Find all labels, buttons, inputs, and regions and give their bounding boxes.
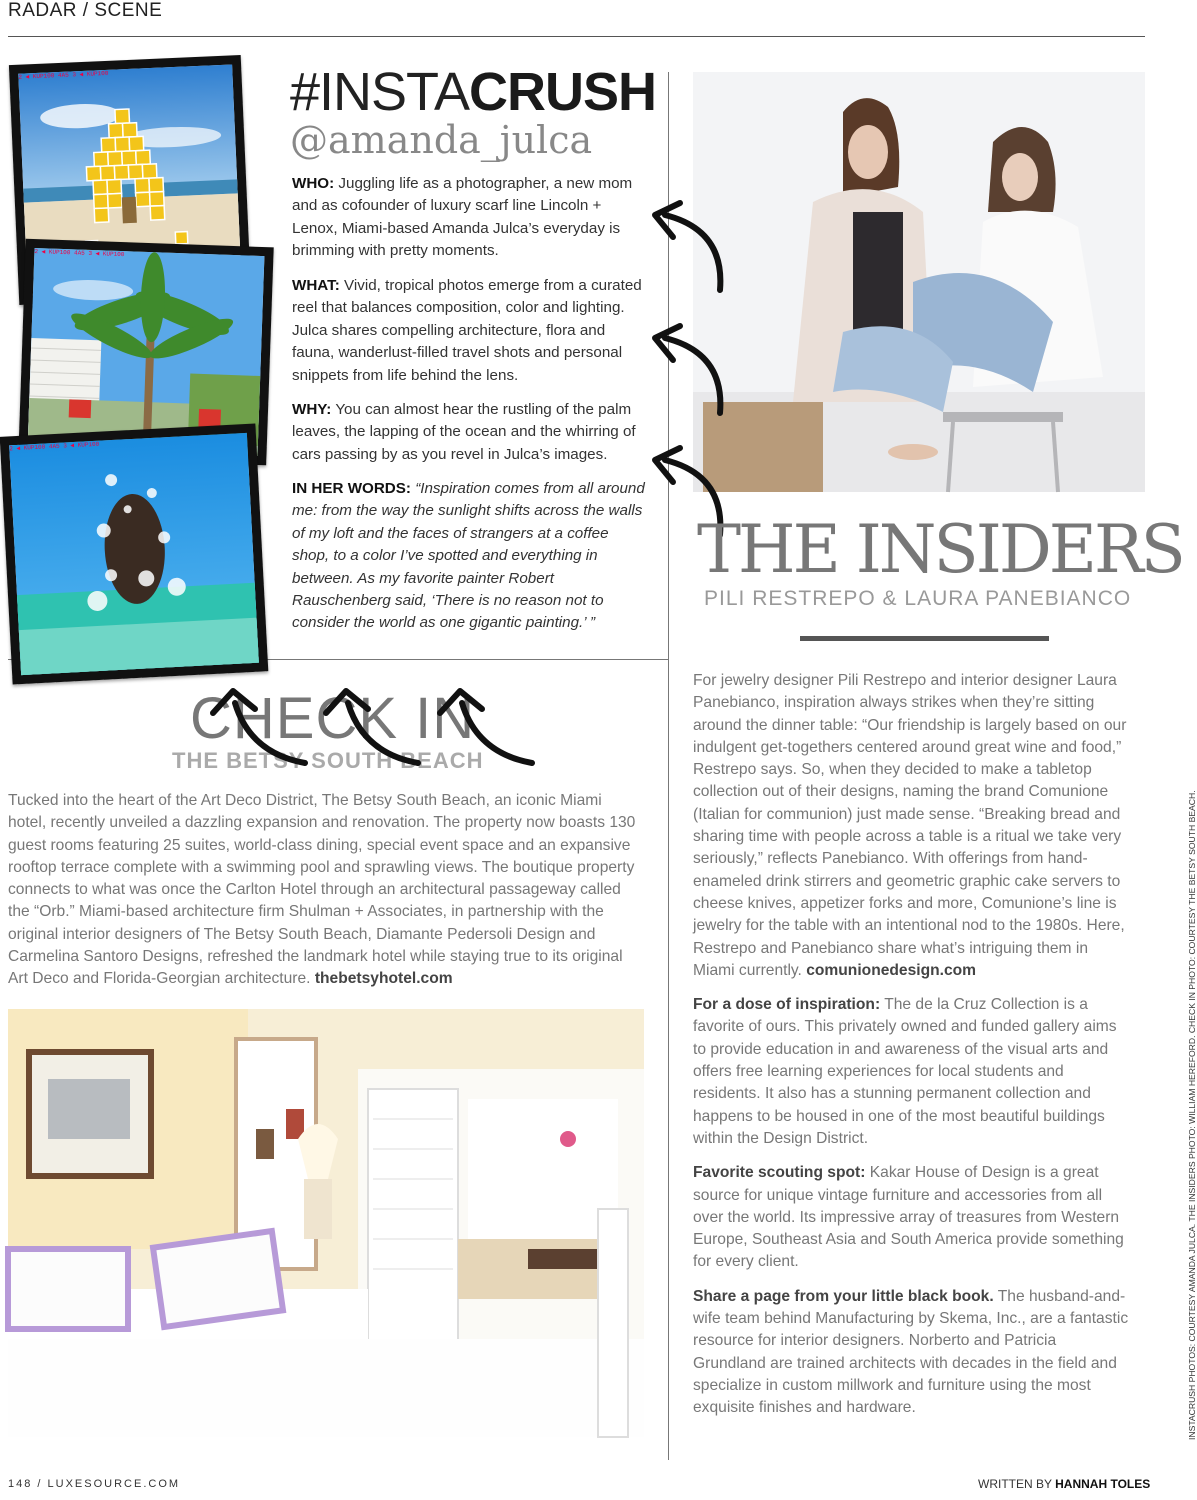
- insiders-subtitle: PILI RESTREPO & LAURA PANEBIANCO: [704, 587, 1132, 610]
- instacrush-title: [290, 62, 656, 122]
- q2-label: Favorite scouting spot:: [693, 1164, 866, 1182]
- why-text: You can almost hear the rustling of the palm leaves, the lapping of the ocean and the whirring of cars passing by as you revel in Julca’s images.: [292, 401, 636, 463]
- hotel-room-image: [8, 1009, 644, 1437]
- instagram-handle: @amanda_julca: [290, 118, 593, 162]
- what-label: WHAT:: [292, 277, 340, 294]
- who-label: WHO:: [292, 175, 335, 192]
- insiders-q3: [693, 1286, 1133, 1420]
- byline-author: HANNAH TOLES: [1055, 1477, 1151, 1491]
- words-text: “Inspiration comes from all around me: from the way the sunlight shifts across the walls of my loft and the faces of strangers at a coffee shop, to a color I’ve spotted and everything in between. As my favorite painter Robert Rauschenberg said, ‘There is no reason not to consider the world as one gigantic painting.’ ”: [292, 480, 645, 632]
- splash-photo: 2 ◀ KUP100 4A5 3 ◀ KUP100: [0, 423, 268, 684]
- checkin-body: [8, 790, 644, 991]
- beach-photo: 2 ◀ KUP100 4A5 3 ◀ KUP100: [9, 55, 251, 305]
- words-label: IN HER WORDS:: [292, 480, 411, 497]
- checkin-link[interactable]: thebetsyhotel.com: [314, 970, 453, 988]
- byline: [978, 1477, 1150, 1491]
- arrow-icon: [640, 195, 730, 295]
- why-label: WHY:: [292, 401, 332, 418]
- insiders-intro-text: For jewelry designer Pili Restrepo and interior designer Laura Panebianco, inspiration always strikes when they’re sitting around the dinner table: “Our friendship is largely based on our indulgent get-togethers centered around great wine and food,” Restrepo says. So, when they decided to make a tabletop collection out of their designs, naming the brand Comunione (Italian for communion) just made sense. “Breaking bread and sharing time with people across a table is a ritual we take very seriously,” reflects Panebianco. With offerings from hand-enameled drink stirrers and geometric graphic cake servers to cheese knives, appetizer forks and more, Comunione’s line is jewelry for the table with an intentional nod to the 1980s. Here, Restrepo and Panebianco share what’s intriguing them in Miami currently.: [693, 672, 1127, 979]
- insiders-photo-image: [693, 72, 1145, 492]
- insiders-link[interactable]: comunionedesign.com: [806, 961, 977, 979]
- insiders-q1: [693, 994, 1133, 1150]
- instacrush-title-thin: #INSTA: [290, 62, 470, 122]
- checkin-subtitle: THE BETSY SOUTH BEACH: [172, 748, 484, 773]
- insiders-bar: [800, 636, 1049, 641]
- arrow-icon: [432, 685, 542, 770]
- insiders-title: THE INSIDERS: [697, 511, 1183, 588]
- top-rule: [8, 36, 1145, 37]
- splash-photo-image: [9, 433, 259, 675]
- insiders-photo: [693, 72, 1145, 492]
- insiders-intro: [693, 670, 1133, 982]
- checkin-text: Tucked into the heart of the Art Deco District, The Betsy South Beach, an iconic Miami hotel, recently unveiled a dazzling expansion and renovation. The property now boasts 130 guest rooms featuring 25 suites, world-class dining, special event space and an expansive rooftop terrace complete with a swimming pool and sprawling views. The boutique property connects to what was once the Carlton Hotel through an architectural passageway called the “Orb.” Miami-based architecture firm Shulman + Associates, in partnership with the original interior designers of The Betsy South Beach, Diamante Pedersoli Design and Carmelina Santoro Designs, refreshed the landmark hotel while staying true to its original Art Deco and Florida-Georgian architecture.: [8, 792, 636, 988]
- q3-label: Share a page from your little black book.: [693, 1287, 994, 1305]
- instacrush-words: [292, 478, 648, 635]
- q2-text: Kakar House of Design is a great source for unique vintage furniture and accessories from all over the world. Its impressive array of treasures from Western Europe, Southeast Asia and South America provide something for every client.: [693, 1164, 1124, 1271]
- what-text: Vivid, tropical photos emerge from a curated reel that balances composition, color and lighting. Julca shares compelling architecture, flora and fauna, wanderlust-filled travel shots and personal snippets from life behind the lens.: [292, 277, 642, 384]
- insiders-body: [693, 670, 1133, 1432]
- instacrush-what: [292, 275, 648, 387]
- photo-credit-text: INSTACRUSH PHOTOS: COURTESY AMANDA JULCA. THE INSIDERS PHOTO: WILLIAM HEREFORD. CHECK IN PHOTO: COURTESY THE BETSY SOUTH BEACH.: [1187, 790, 1197, 1440]
- arrow-icon: [640, 318, 730, 418]
- section-label: RADAR / SCENE: [8, 0, 163, 21]
- who-text: Juggling life as a photographer, a new mom and as cofounder of luxury scarf line Lincoln + Lenox, Miami-based Amanda Julca’s everyday is brimming with pretty moments.: [292, 175, 633, 260]
- hotel-room-photo: [8, 1009, 644, 1437]
- byline-prefix: WRITTEN BY: [978, 1477, 1056, 1491]
- photo-credit: [1172, 790, 1197, 1440]
- insiders-q2: [693, 1162, 1133, 1273]
- instacrush-why: [292, 399, 648, 466]
- arrow-icon: [205, 685, 315, 770]
- instacrush-who: [292, 173, 648, 263]
- instacrush-title-bold: CRUSH: [469, 62, 657, 122]
- q3-text: The husband-and-wife team behind Manufacturing by Skema, Inc., are a fantastic resource for interior designers. Norberto and Patricia Grundland are trained architects with decades in the field and specialize in custom millwork and furniture using the most exquisite finishes and hardware.: [693, 1287, 1129, 1417]
- arrow-icon: [318, 685, 428, 770]
- checkin-title: CHECK IN: [190, 686, 476, 751]
- page-number: 148 / LUXESOURCE.COM: [8, 1478, 181, 1490]
- palm-photo: 2 ◀ KUP100 4A5 3 ◀ KUP100: [18, 239, 273, 466]
- q1-text: The de la Cruz Collection is a favorite of ours. This privately owned and funded gallery aims to provide education in and awareness of the visual arts and offers free learning experiences for local students and residents. It also has a stunning permanent collection and happens to be housed in one of the most beautiful buildings within the Design District.: [693, 996, 1117, 1147]
- q1-label: For a dose of inspiration:: [693, 996, 881, 1014]
